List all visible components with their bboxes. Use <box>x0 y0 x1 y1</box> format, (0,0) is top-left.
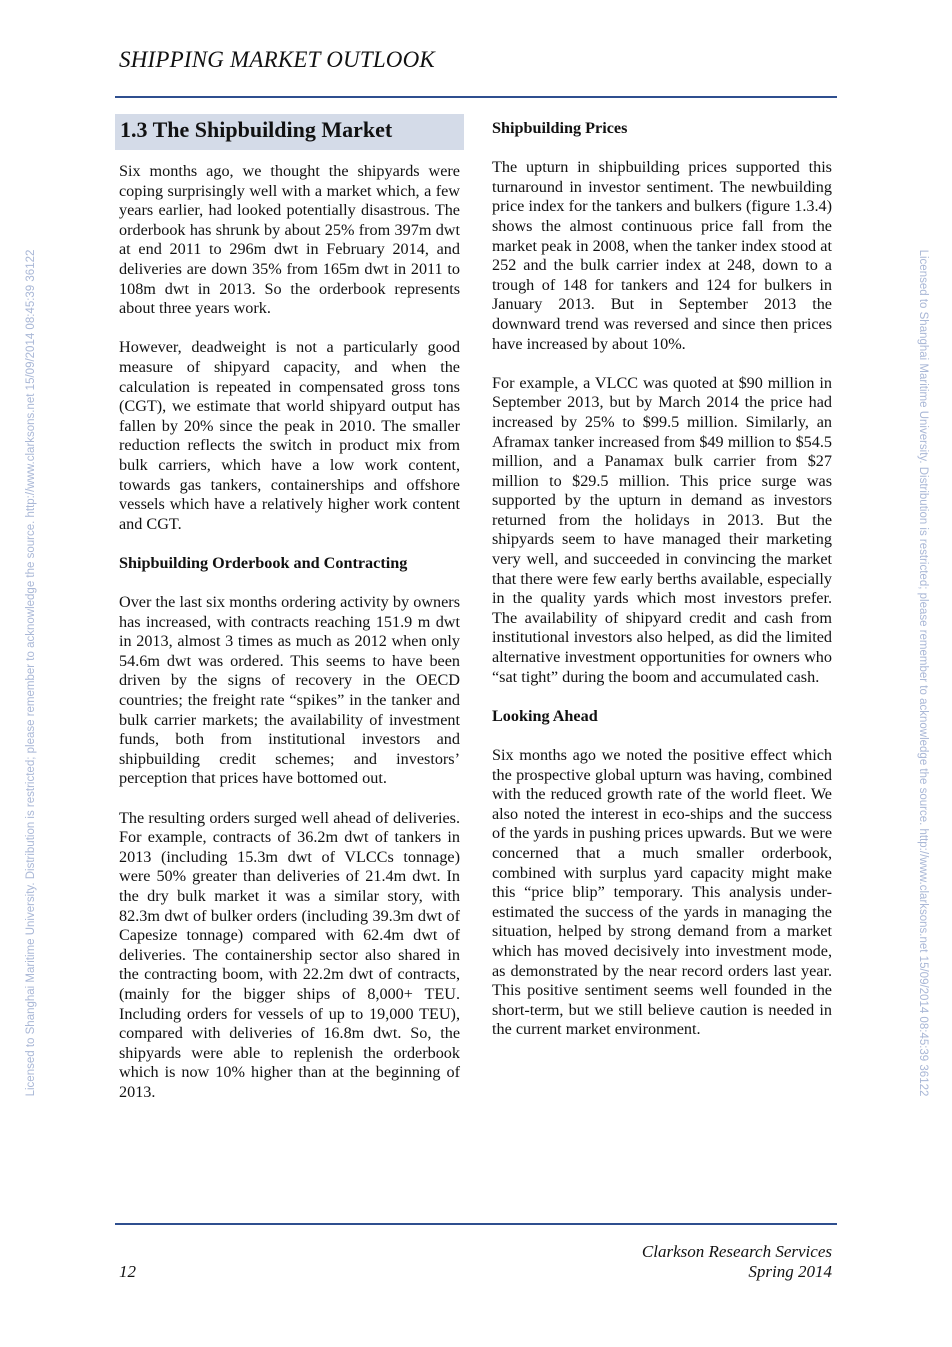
footer-rule <box>115 1223 837 1225</box>
page-header-title: SHIPPING MARKET OUTLOOK <box>119 47 435 72</box>
subheading-prices: Shipbuilding Prices <box>492 119 628 137</box>
page-number: 12 <box>119 1262 136 1281</box>
section-title: 1.3 The Shipbuilding Market <box>120 117 393 142</box>
looking-ahead-paragraph: Six months ago we noted the positive effect which the prospective global upturn was having, combined with the reduced growth rate of the world fleet. We also noted the interest in eco-ships and the success of the yards in pushing prices upwards. But we were concerned that a much smaller orderbook, combined with surplus yard capacity might make this “price blip” temporary. This analysis under-estimated the success of the yards in managing the situation, helped by strong demand from a market which has moved decisively into investment mode, as demonstrated by the near record orders last year. This positive sentiment seems well founded in the short-term, but we still believe caution is needed in the current market environment. <box>492 746 832 1039</box>
section-heading-box <box>115 114 464 150</box>
header-rule <box>115 96 837 98</box>
right-column <box>492 119 832 1040</box>
left-column <box>119 114 460 1103</box>
subheading-looking-ahead: Looking Ahead <box>492 706 598 725</box>
orderbook-paragraph-1: Over the last six months ordering activity by owners has increased, with contracts reaching 151.9 m dwt in 2013, almost 3 times as much as 2012 when only 54.6m dwt was ordered. This seems to have been driven by the signs of recovery in the OECD countries; the freight rate “spikes” in the tanker and bulk carrier markets; the availability of investment funds, both from institutional investors and shipbuilding credit schemes; and investors’ perception that prices have bottomed out. <box>119 593 460 788</box>
orderbook-paragraph-2: The resulting orders surged well ahead of deliveries. For example, contracts of 36.2m dwt of tankers in 2013 (including 15.3m dwt of VLCCs tonnage) were 50% greater than deliveries of 21.4m dwt. In the dry bulk market it was a similar story, with 82.3m dwt of bulker orders (including 39.3m dwt of Capesize tonnage) compared with 62.4m dwt of deliveries. The containership sector also shared in the contracting boom, with 22.2m dwt of contracts, (mainly for the bigger ships of 8,000+ TEU. Including orders for vessels of up to 19,000 TEU), compared with deliveries of 16.8m dwt. So, the shipyards were able to replenish the orderbook which is now 10% higher than at the beginning of 2013. <box>119 808 460 1101</box>
intro-paragraph-2: However, deadweight is not a particularly good measure of shipyard capacity, and when the calculation is repeated in compensated gross tons (CGT), we estimate that world shipyard output has fallen by 20% since the peak in 2010. The smaller reduction reflects the switch in product mix from bulk carriers, which have a low work content, towards gas tankers, containerships and offshore vessels which have a relatively higher work content and CGT. <box>119 338 460 533</box>
subheading-orderbook: Shipbuilding Orderbook and Contracting <box>119 553 408 572</box>
prices-paragraph-2: For example, a VLCC was quoted at $90 million in September 2013, but by March 2014 the price had increased by 25% to $99.5 million. Similarly, an Aframax tanker increased from $49 million to $54.5 million, and a Panamax bulk carrier from $27 million to $29.5 million. This price surge was supported by the upturn in demand as investors returned from the holidays in 2013. But the shipyards seem to have managed their marketing very well, and succeeded in convincing the market that there were few early berths available, especially in the quality yards which most investors prefer. The availability of shipyard credit and cash from institutional investors also helped, as did the limited alternative investment opportunities for owners who “sat tight” during the boom and accumulated cash. <box>492 373 832 686</box>
prices-paragraph-1: The upturn in shipbuilding prices supported this turnaround in investor sentiment. The newbuilding price index for the tankers and bulkers (figure 1.3.4) shows the almost continuous price fall from the market peak in 2008, when the tanker index stood at 252 and the bulk carrier index at 248, down to a trough of 148 for tankers and 124 for bulkers in January 2013. But in September 2013 the downward trend was reversed and since then prices have increased by about 10%. <box>492 158 832 353</box>
footer-company: Clarkson Research Services <box>641 1242 832 1261</box>
watermark-left: Licensed to Shanghai Maritime University. Distribution is restricted; please remember to acknowledge the source. http://www.clarksons.net 15/09/2014 08:45:39 36122 <box>25 249 37 1097</box>
watermark-right: Licensed to Shanghai Maritime University. Distribution is restricted; please remember to acknowledge the source. http://www.clarksons.net 15/09/2014 08:45:39 36122 <box>917 249 929 1097</box>
footer-issue: Spring 2014 <box>748 1262 832 1281</box>
intro-paragraph-1: Six months ago, we thought the shipyards were coping surprisingly well with a market which, a few years earlier, had looked potentially disastrous. The orderbook has shrunk by about 25% from 397m dwt at end 2011 to 296m dwt in February 2014, and deliveries are down 35% from 165m dwt in 2011 to 108m dwt in 2013. So the orderbook represents about three years work. <box>119 162 460 318</box>
